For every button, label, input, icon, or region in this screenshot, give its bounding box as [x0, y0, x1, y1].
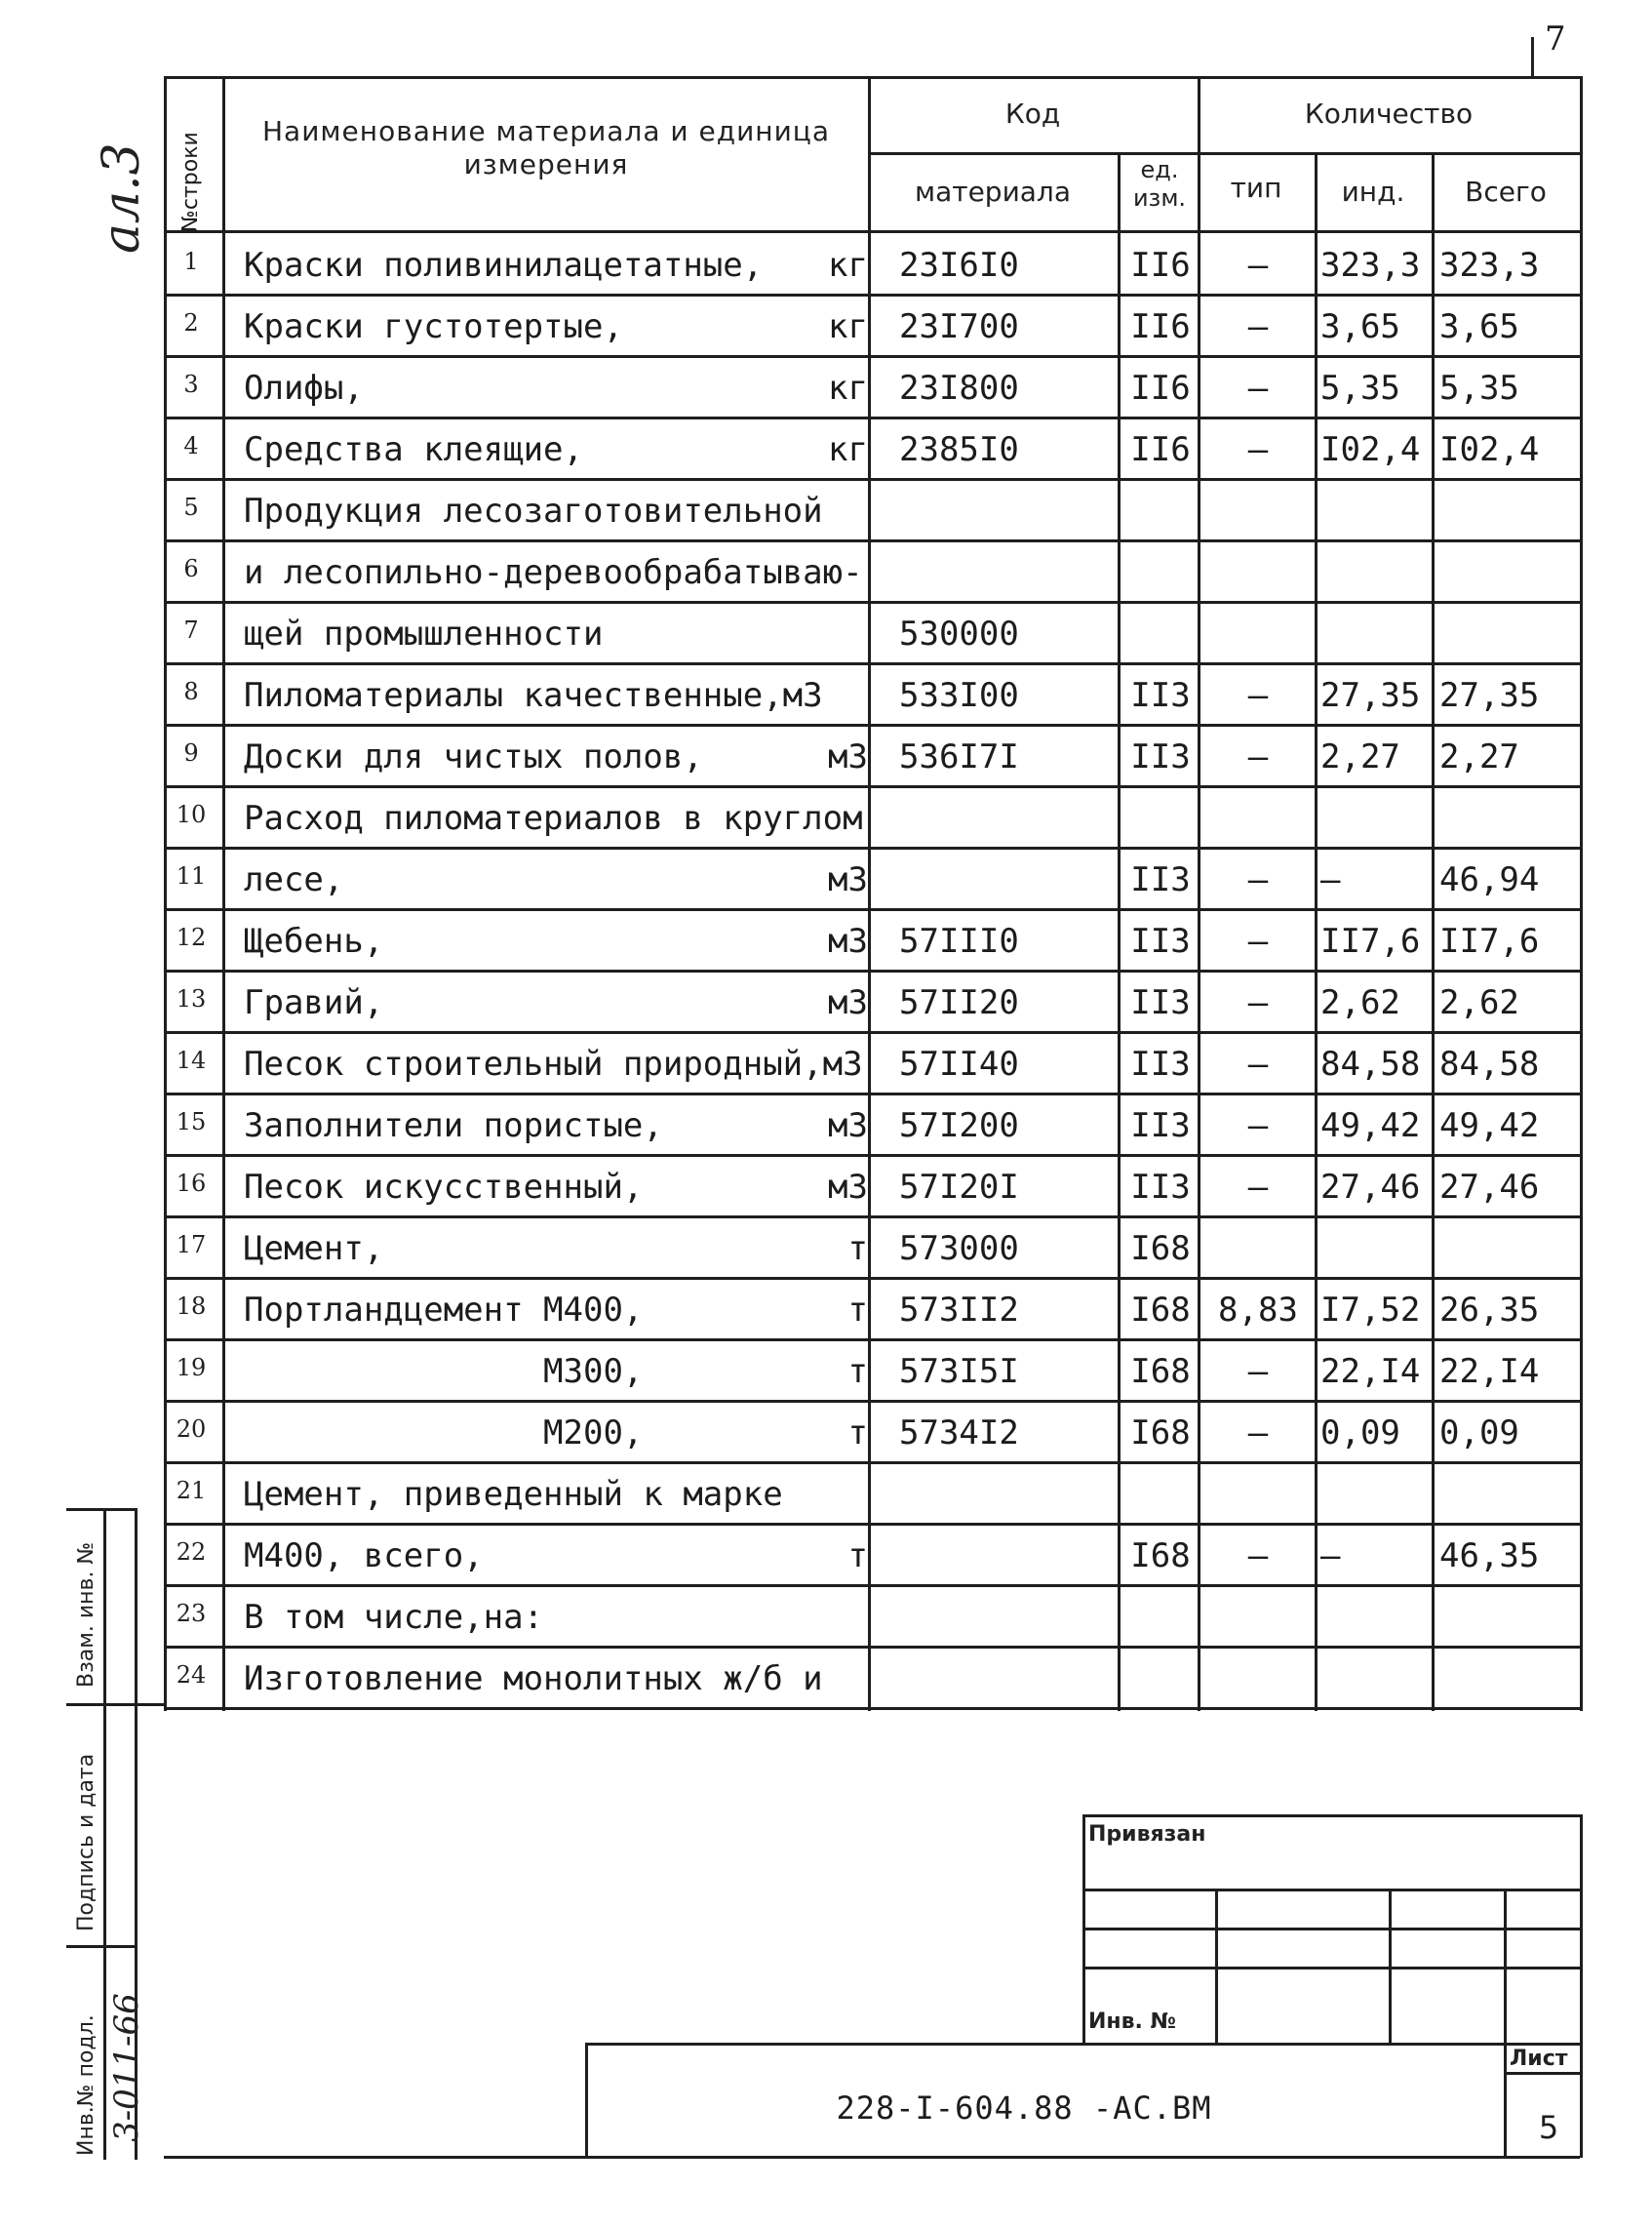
handwritten-annotation: ал.3: [93, 142, 151, 254]
row-name: Гравий,: [244, 983, 384, 1022]
row-individual-qty: 2,62: [1320, 983, 1400, 1022]
row-material-code: 536I7I: [899, 737, 1019, 776]
row-number: 2: [183, 309, 199, 337]
row-material-code: 573I5I: [899, 1352, 1019, 1391]
row-name: Изготовление монолитных ж/б и: [244, 1659, 823, 1698]
row-number: 21: [176, 1477, 207, 1504]
row-type-qty: –: [1247, 860, 1269, 899]
row-total-qty: 0,09: [1439, 1413, 1519, 1452]
margin-inv-value: 3-011-66: [107, 1993, 146, 2142]
row-type-qty: –: [1247, 1045, 1269, 1084]
row-unit-code: II6: [1130, 430, 1191, 469]
header-total: Всего: [1465, 176, 1547, 208]
row-number: 11: [176, 862, 207, 890]
row-individual-qty: 0,09: [1320, 1413, 1400, 1452]
row-type-qty: –: [1247, 1168, 1269, 1207]
row-type-qty: –: [1247, 922, 1269, 961]
row-total-qty: 27,35: [1439, 676, 1540, 715]
row-total-qty: 3,65: [1439, 307, 1519, 346]
row-unit: м3: [828, 1168, 868, 1207]
row-individual-qty: 84,58: [1320, 1045, 1421, 1084]
row-total-qty: 2,62: [1439, 983, 1519, 1022]
document-code: 228-I-604.88 -АС.ВМ: [836, 2089, 1212, 2127]
row-unit: кг: [828, 430, 868, 469]
row-name: Олифы,: [244, 369, 364, 408]
row-number: 9: [183, 739, 199, 767]
row-unit-code: I68: [1130, 1413, 1191, 1452]
row-individual-qty: II7,6: [1320, 922, 1421, 961]
row-name: Пиломатериалы качественные,м3: [244, 676, 823, 715]
row-name: Краски густотертые,: [244, 307, 623, 346]
row-type-qty: –: [1247, 983, 1269, 1022]
row-type-qty: 8,83: [1218, 1291, 1298, 1330]
row-name: Цемент,: [244, 1229, 384, 1268]
margin-inv-podl: Инв.№ подл.: [74, 2014, 98, 2156]
row-unit: м3: [828, 1106, 868, 1145]
row-name: Расход пиломатериалов в круглом: [244, 799, 863, 838]
row-individual-qty: 22,I4: [1320, 1352, 1421, 1391]
row-unit: т: [847, 1536, 868, 1575]
row-individual-qty: 49,42: [1320, 1106, 1421, 1145]
row-unit-code: II3: [1130, 737, 1191, 776]
row-individual-qty: 2,27: [1320, 737, 1400, 776]
row-type-qty: –: [1247, 369, 1269, 408]
row-material-code: 2385I0: [899, 430, 1019, 469]
row-material-code: 57III0: [899, 922, 1019, 961]
row-individual-qty: I7,52: [1320, 1291, 1421, 1330]
row-unit-code: II3: [1130, 860, 1191, 899]
row-material-code: 57II20: [899, 983, 1019, 1022]
header-row-number: №строки: [178, 132, 203, 232]
row-individual-qty: I02,4: [1320, 430, 1421, 469]
row-unit-code: II3: [1130, 676, 1191, 715]
row-type-qty: –: [1247, 1413, 1269, 1452]
row-number: 20: [176, 1415, 207, 1443]
row-total-qty: 2,27: [1439, 737, 1519, 776]
row-unit: м3: [828, 922, 868, 961]
header-individual: инд.: [1341, 176, 1405, 208]
row-unit-code: II3: [1130, 922, 1191, 961]
row-name: Песок строительный природный,м3: [244, 1045, 863, 1084]
row-material-code: 23I800: [899, 369, 1019, 408]
row-number: 23: [176, 1600, 207, 1627]
row-material-code: 57I200: [899, 1106, 1019, 1145]
row-number: 18: [176, 1293, 207, 1320]
row-number: 3: [183, 371, 199, 398]
row-name: Цемент, приведенный к марке: [244, 1475, 783, 1514]
row-unit: м3: [828, 983, 868, 1022]
row-unit-code: I68: [1130, 1536, 1191, 1575]
row-unit: т: [847, 1413, 868, 1452]
row-material-code: 23I700: [899, 307, 1019, 346]
row-number: 6: [183, 555, 199, 582]
sheet-number: 7: [1545, 20, 1566, 59]
row-individual-qty: 27,35: [1320, 676, 1421, 715]
row-material-code: 573II2: [899, 1291, 1019, 1330]
row-total-qty: 46,94: [1439, 860, 1540, 899]
row-total-qty: 46,35: [1439, 1536, 1540, 1575]
row-name: Краски поливинилацетатные,: [244, 246, 764, 285]
row-name: Портландцемент М400,: [244, 1291, 644, 1330]
row-unit: кг: [828, 307, 868, 346]
sheet-number-rule: [1531, 37, 1534, 76]
row-name: и лесопильно-деревообрабатываю-: [244, 553, 863, 592]
row-name: М300,: [244, 1352, 644, 1391]
row-unit: т: [847, 1352, 868, 1391]
sheet-value: 5: [1538, 2109, 1559, 2146]
row-material-code: 5734I2: [899, 1413, 1019, 1452]
row-total-qty: 49,42: [1439, 1106, 1540, 1145]
row-total-qty: 84,58: [1439, 1045, 1540, 1084]
row-unit: т: [847, 1229, 868, 1268]
row-unit: м3: [828, 860, 868, 899]
row-number: 5: [183, 494, 199, 521]
row-individual-qty: –: [1320, 1536, 1341, 1575]
row-material-code: 573000: [899, 1229, 1019, 1268]
header-code: Код: [1004, 98, 1061, 130]
row-total-qty: 323,3: [1439, 246, 1540, 285]
row-type-qty: –: [1247, 1536, 1269, 1575]
row-number: 22: [176, 1538, 207, 1566]
row-material-code: 57II40: [899, 1045, 1019, 1084]
row-unit-code: I68: [1130, 1229, 1191, 1268]
row-individual-qty: –: [1320, 860, 1341, 899]
row-individual-qty: 323,3: [1320, 246, 1421, 285]
row-unit-code: I68: [1130, 1291, 1191, 1330]
row-unit: м3: [828, 737, 868, 776]
row-type-qty: –: [1247, 737, 1269, 776]
row-name: Средства клеящие,: [244, 430, 583, 469]
header-quantity: Количество: [1304, 98, 1474, 130]
row-individual-qty: 27,46: [1320, 1168, 1421, 1207]
row-name: Песок искусственный,: [244, 1168, 644, 1207]
margin-signature-date: Подпись и дата: [74, 1753, 98, 1931]
row-total-qty: 27,46: [1439, 1168, 1540, 1207]
row-name: М200,: [244, 1413, 644, 1452]
row-type-qty: –: [1247, 307, 1269, 346]
row-number: 7: [183, 617, 199, 644]
row-unit-code: II6: [1130, 246, 1191, 285]
row-total-qty: II7,6: [1439, 922, 1540, 961]
row-unit-code: II3: [1130, 1106, 1191, 1145]
row-total-qty: 26,35: [1439, 1291, 1540, 1330]
inv-number-label: Инв. №: [1088, 2009, 1177, 2034]
row-name: Щебень,: [244, 922, 384, 961]
row-individual-qty: 3,65: [1320, 307, 1400, 346]
row-material-code: 530000: [899, 615, 1019, 654]
row-name: Продукция лесозаготовительной: [244, 492, 823, 531]
header-unit-code: ед. изм.: [1132, 156, 1187, 212]
row-unit-code: I68: [1130, 1352, 1191, 1391]
row-type-qty: –: [1247, 1106, 1269, 1145]
row-name: лесе,: [244, 860, 344, 899]
row-material-code: 23I6I0: [899, 246, 1019, 285]
row-total-qty: 22,I4: [1439, 1352, 1540, 1391]
row-unit: кг: [828, 369, 868, 408]
row-number: 1: [183, 248, 199, 275]
row-unit-code: II3: [1130, 1045, 1191, 1084]
row-number: 24: [176, 1661, 207, 1689]
header-type: тип: [1230, 172, 1282, 204]
row-type-qty: –: [1247, 246, 1269, 285]
row-individual-qty: 5,35: [1320, 369, 1400, 408]
row-unit: т: [847, 1291, 868, 1330]
row-number: 8: [183, 678, 199, 705]
row-unit-code: II6: [1130, 307, 1191, 346]
row-unit-code: II3: [1130, 1168, 1191, 1207]
row-number: 16: [176, 1170, 207, 1197]
row-name: Доски для чистых полов,: [244, 737, 703, 776]
row-name: В том числе,на:: [244, 1598, 544, 1637]
row-number: 19: [176, 1354, 207, 1381]
row-type-qty: –: [1247, 676, 1269, 715]
row-number: 13: [176, 985, 207, 1013]
row-name: М400, всего,: [244, 1536, 484, 1575]
row-name: Заполнители пористые,: [244, 1106, 663, 1145]
sheet-label: Лист: [1510, 2047, 1568, 2071]
row-number: 10: [176, 801, 207, 828]
row-total-qty: 5,35: [1439, 369, 1519, 408]
row-material-code: 533I00: [899, 676, 1019, 715]
row-number: 15: [176, 1108, 207, 1135]
privyazan-label: Привязан: [1088, 1822, 1206, 1847]
header-material-code: материала: [914, 176, 1071, 208]
margin-vzam-inv: Взам. инв. №: [74, 1541, 98, 1688]
row-number: 17: [176, 1231, 207, 1258]
row-total-qty: I02,4: [1439, 430, 1540, 469]
row-unit: кг: [828, 246, 868, 285]
row-type-qty: –: [1247, 430, 1269, 469]
row-name: щей промышленности: [244, 615, 604, 654]
row-number: 4: [183, 432, 199, 459]
row-material-code: 57I20I: [899, 1168, 1019, 1207]
row-type-qty: –: [1247, 1352, 1269, 1391]
header-material-name: Наименование материала и единица измерения: [262, 115, 830, 180]
row-number: 14: [176, 1047, 207, 1074]
row-number: 12: [176, 924, 207, 951]
row-unit-code: II6: [1130, 369, 1191, 408]
row-unit-code: II3: [1130, 983, 1191, 1022]
